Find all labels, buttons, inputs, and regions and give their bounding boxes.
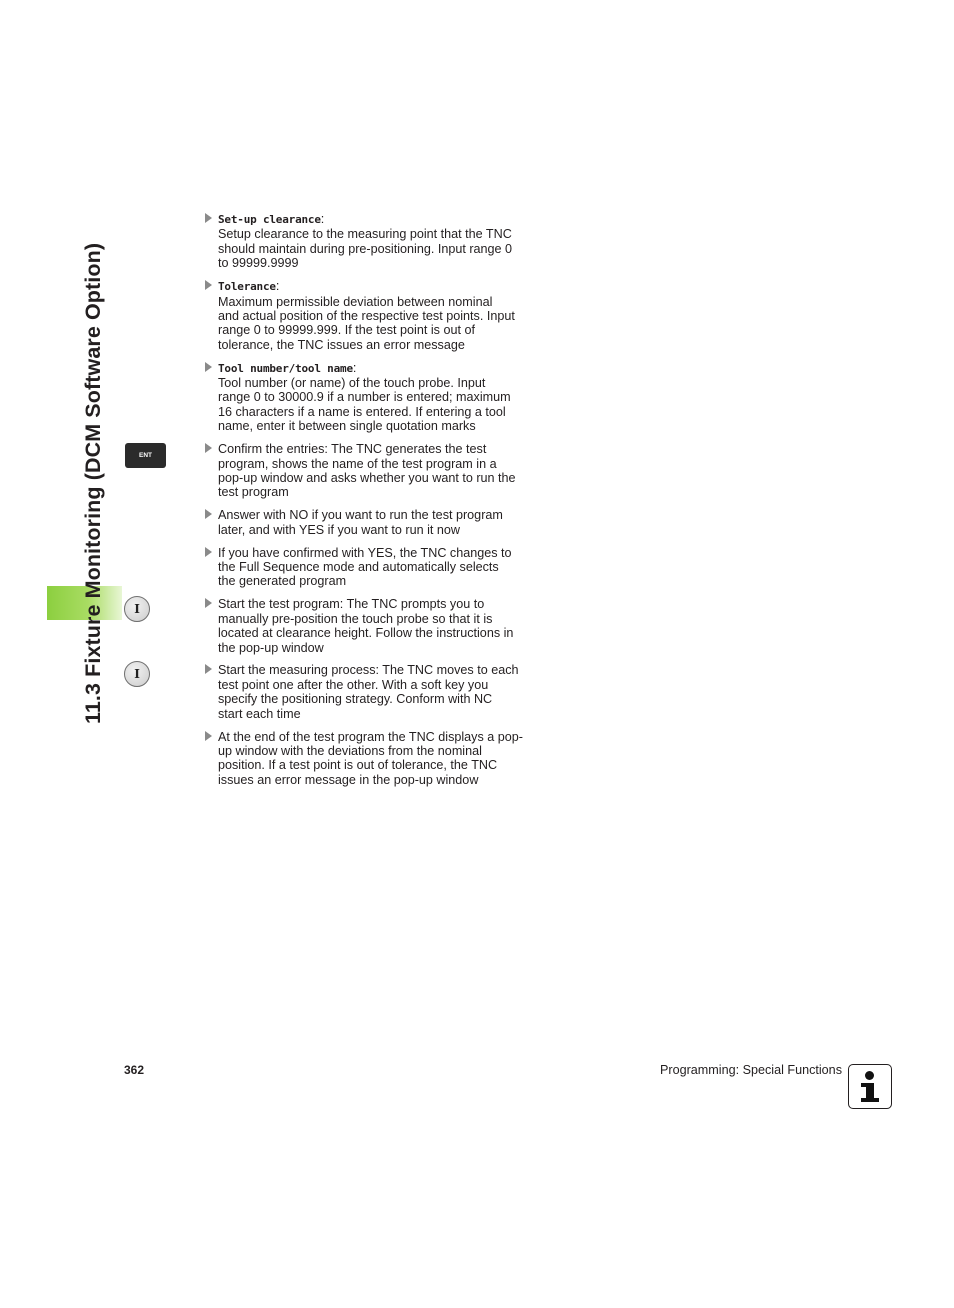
item-text-line: and actual position of the respective test points. Input [218,308,515,323]
triangle-right-icon [205,280,212,290]
list-item [204,546,526,589]
item-text-line: Answer with NO if you want to run the test program [218,508,503,523]
item-text-line: If you have confirmed with YES, the TNC changes to [218,545,512,560]
triangle-right-icon [205,213,212,223]
list-item: Set-up clearance: Setup clearance to the measuring point that the TNC should maintain during pre-positioning. Input range 0 to 99999.9999 [204,212,526,271]
triangle-right-icon [205,664,212,674]
item-text-line: tolerance, the TNC issues an error message [218,337,465,352]
item-text-line: range 0 to 99999.999. If the test point is out of [218,323,475,338]
triangle-right-icon [205,731,212,741]
nc-start-key-icon: I [124,596,150,622]
item-text-line: Start the measuring process: The TNC moves to each [218,663,519,678]
triangle-right-icon [205,443,212,453]
chapter-title: Programming: Special Functions [660,1063,842,1077]
item-text-line: up window with the deviations from the nominal [218,744,482,758]
item-text-line: position. If a test point is out of tolerance, the TNC [218,758,498,773]
item-text-line: to 99999.9999 [218,256,299,271]
item-text-line: At the end of the test program the TNC displays a pop- [218,729,523,744]
section-title: 11.3 Fixture Monitoring (DCM Software Option) [81,242,105,724]
parameter-name: Tolerance [218,280,276,294]
item-text-line: Maximum permissible deviation between nominal [218,294,493,309]
list-item: Tool number/tool name: Tool number (or name) of the touch probe. Input range 0 to 30000.9 if a number is entered; maximum 16 characters if a name is entered. If entering a tool name, enter it between single quotation marks [204,361,526,434]
item-text-line: specify the positioning strategy. Conform with NC [218,692,493,707]
item-text-line: the generated program [218,574,347,589]
list-item [204,730,526,788]
triangle-right-icon [205,547,212,557]
list-item: Tolerance: Maximum permissible deviation between nominal and actual position of the respective test points. Input range 0 to 99999.999. If the test point is out of tolerance, the TNC issues an error message [204,279,526,352]
triangle-right-icon [205,362,212,372]
item-text-line: should maintain during pre-positioning. Input range 0 [218,241,513,256]
instruction-list [204,212,526,796]
list-item [204,508,526,537]
nc-start-key-icon: I [124,661,150,687]
item-text-line: the Full Sequence mode and automatically selects [218,560,499,575]
item-text-line: the pop-up window [218,640,324,655]
item-text-line: start each time [218,706,301,721]
item-text-line: Setup clearance to the measuring point that the TNC [218,227,512,242]
item-text-line: located at clearance height. Follow the instructions in [218,626,514,641]
triangle-right-icon [205,509,212,519]
item-text-line: Start the test program: The TNC prompts you to [218,597,485,612]
item-text-line: manually pre-position the touch probe so that it is [218,611,493,626]
item-text-line: test program [218,485,289,500]
item-text-line: test point one after the other. With a soft key you [218,677,489,692]
parameter-name: Tool number/tool name [218,361,353,375]
item-text-line: issues an error message in the pop-up window [218,772,479,787]
list-item [204,663,526,721]
ent-key-icon: ENT [125,443,166,468]
item-text-line: program, shows the name of the test program in a [218,456,497,471]
item-text-line: Confirm the entries: The TNC generates the test [218,442,487,457]
item-text-line: range 0 to 30000.9 if a number is entered; maximum [218,390,511,405]
item-text-line: Tool number (or name) of the touch probe. Input [218,376,486,391]
page-number: 362 [124,1063,145,1077]
info-icon [848,1064,892,1109]
item-text-line: pop-up window and asks whether you want to run the [218,471,516,485]
list-item [204,442,526,500]
item-text-line: name, enter it between single quotation marks [218,419,476,434]
triangle-right-icon [205,598,212,608]
list-item [204,597,526,655]
item-text-line: 16 characters if a name is entered. If entering a tool [218,404,506,419]
parameter-name: Set-up clearance [218,213,321,226]
item-text-line: later, and with YES if you want to run it now [218,522,460,537]
